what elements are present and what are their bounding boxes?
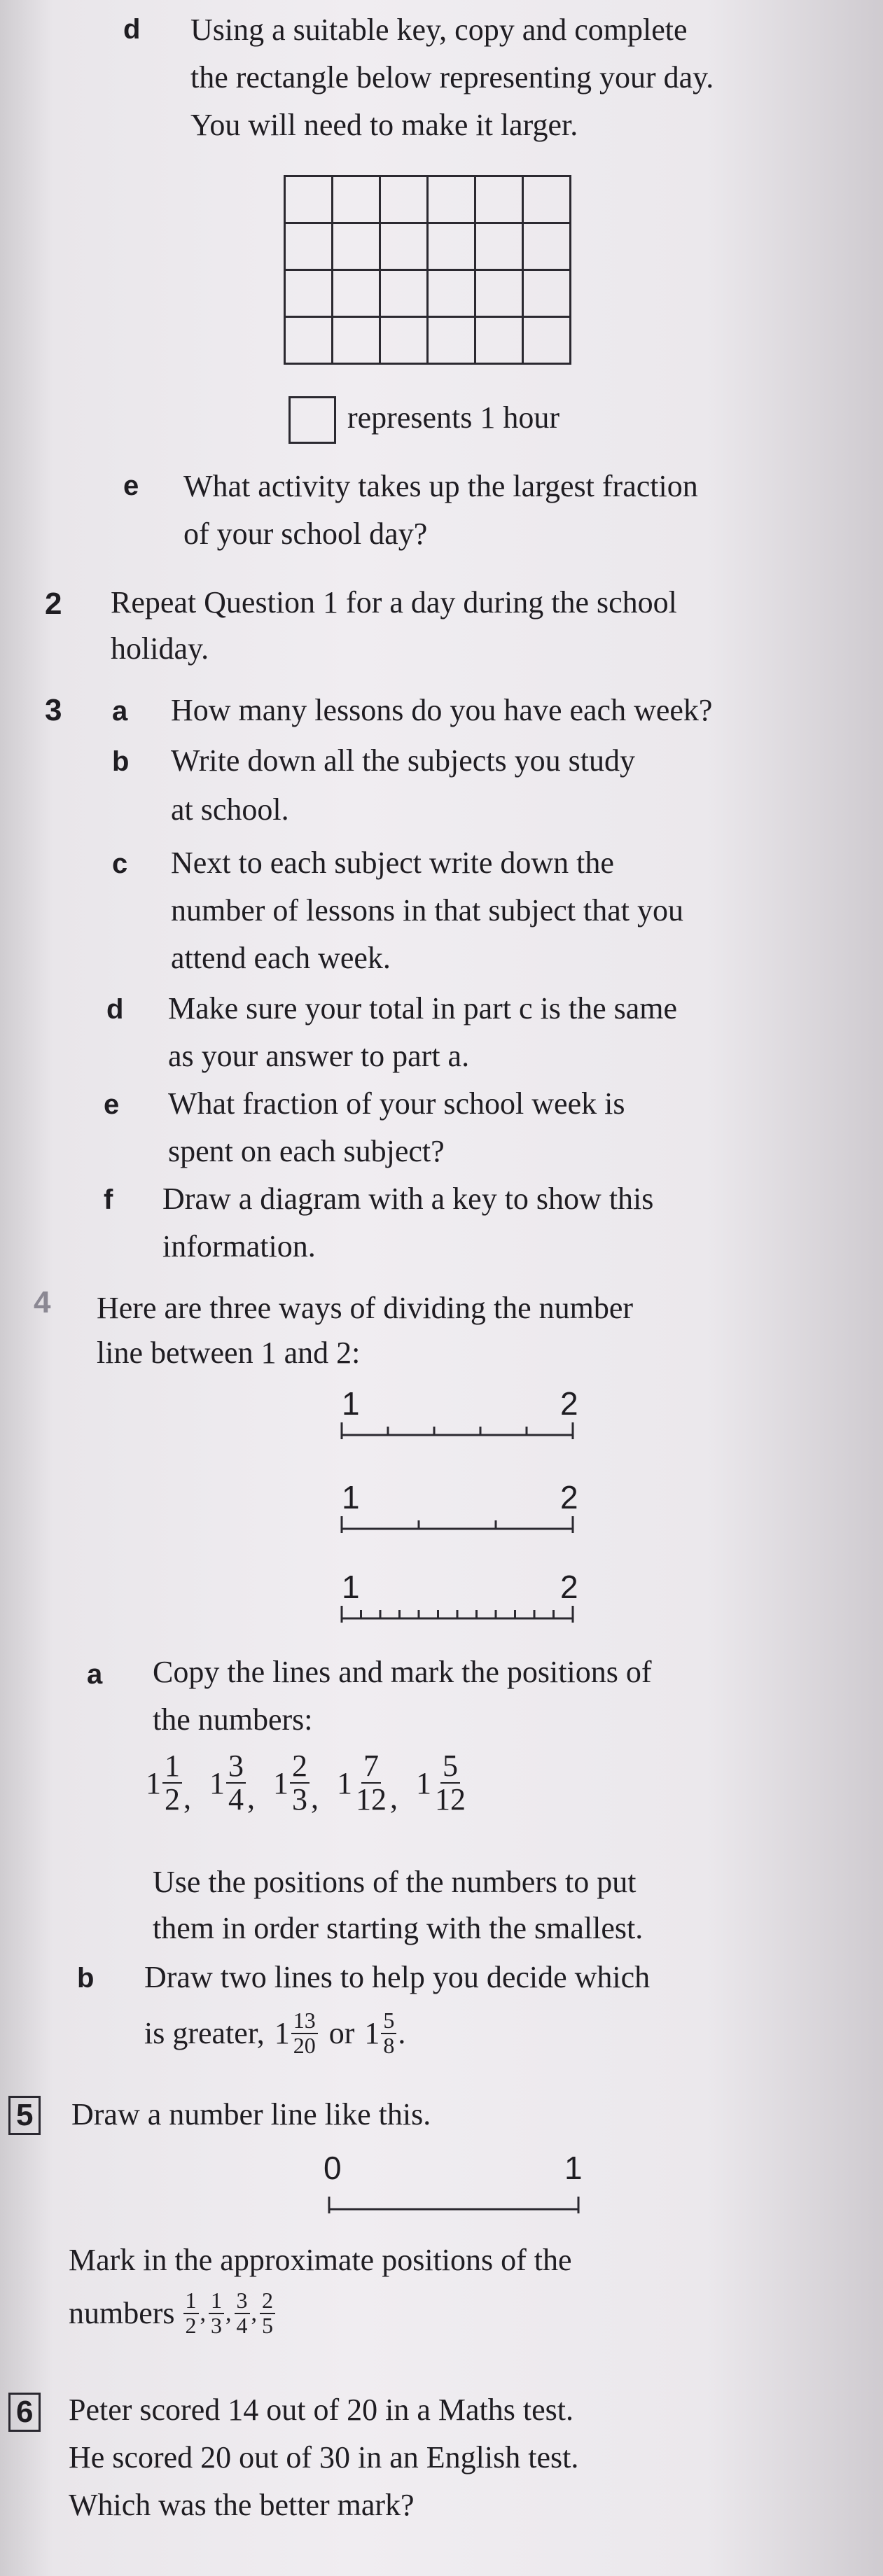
list-comma: , (200, 2300, 207, 2326)
day-rectangle-grid (284, 175, 571, 365)
q4a-line4: them in order starting with the smallest. (153, 1911, 644, 1945)
q3f-line1: Draw a diagram with a key to show this (162, 1182, 654, 1216)
q4b-n2-num: 5 (381, 2009, 396, 2034)
q6-line3: Which was the better mark? (69, 2488, 415, 2522)
mixed-number-whole: 1 (416, 1765, 431, 1800)
grid-cell (285, 270, 333, 317)
list-comma: , (311, 1781, 319, 1816)
q4b-period: . (398, 2016, 406, 2051)
q4-number: 4 (34, 1285, 51, 1320)
q3b-line1: Write down all the subjects you study (171, 743, 636, 778)
grid-cell (523, 223, 571, 270)
mixed-number-fraction (162, 1750, 182, 1816)
q1d-line1: Using a suitable key, copy and complete (190, 13, 688, 47)
q4b-n1-num: 13 (291, 2009, 318, 2034)
list-comma: , (225, 2300, 232, 2326)
mixed-number-whole: 1 (209, 1765, 225, 1800)
fraction-denominator: 4 (228, 1782, 244, 1817)
mixed-number-fraction (354, 1750, 389, 1816)
nl2-end-label: 2 (560, 1479, 578, 1516)
q3e-line2: spent on each subject? (168, 1134, 445, 1168)
grid-cell (475, 270, 523, 317)
q4b-n2-whole: 1 (364, 2016, 380, 2051)
grid-cell (380, 317, 428, 364)
grid-cell (428, 317, 475, 364)
q4b-n1-den: 20 (293, 2032, 316, 2058)
grid-cell (475, 223, 523, 270)
q4b-or: or (328, 2016, 355, 2051)
q6-number-box: 6 (8, 2393, 41, 2432)
q3a-label: a (112, 696, 128, 727)
q5-nl-start-label: 0 (324, 2150, 342, 2186)
q4a-label: a (87, 1659, 103, 1690)
q2-number: 2 (45, 587, 62, 621)
q4b-n2-fraction (381, 2009, 396, 2057)
q4a-line3: Use the positions of the numbers to put (153, 1865, 637, 1899)
grid-cell (523, 270, 571, 317)
grid-cell (333, 223, 380, 270)
q4b-n1-fraction (291, 2009, 318, 2057)
fraction-numerator: 2 (260, 2289, 275, 2314)
grid-row (285, 223, 571, 270)
q4a-mixed-numbers (146, 1750, 469, 1816)
grid-cell (285, 317, 333, 364)
fraction-numerator: 7 (361, 1750, 381, 1784)
mixed-number-fraction (226, 1750, 246, 1816)
number-line-zero-one (329, 2195, 581, 2216)
q5-fraction (235, 2289, 250, 2337)
nl2-start-label: 1 (342, 1479, 360, 1516)
q5-fraction (209, 2289, 224, 2337)
mixed-number-whole: 1 (273, 1765, 288, 1800)
grid-cell (333, 317, 380, 364)
q5-number (8, 2096, 41, 2135)
fraction-denominator: 4 (236, 2312, 248, 2338)
q5-line1: Draw a number line like this. (71, 2097, 431, 2132)
key-square (288, 396, 336, 444)
fraction-numerator: 1 (209, 2289, 224, 2314)
grid-cell (333, 176, 380, 223)
q3c-line3: attend each week. (171, 941, 391, 975)
q3d-line1: Make sure your total in part c is the same (168, 991, 678, 1026)
q6-line2: He scored 20 out of 30 in an English test. (69, 2440, 579, 2474)
grid-cell (428, 176, 475, 223)
fraction-numerator: 3 (235, 2289, 250, 2314)
q6-number (8, 2393, 41, 2432)
nl1-start-label: 1 (342, 1385, 360, 1422)
grid-cell (285, 176, 333, 223)
grid-cell (333, 270, 380, 317)
q4b-compare (144, 2009, 405, 2057)
grid-cell (380, 223, 428, 270)
q5-number-box: 5 (8, 2096, 41, 2135)
fraction-numerator: 2 (290, 1750, 310, 1784)
nl1-end-label: 2 (560, 1385, 578, 1422)
grid-cell (380, 270, 428, 317)
grid-cell (380, 176, 428, 223)
nl3-end-label: 2 (560, 1569, 578, 1605)
fraction-numerator: 5 (440, 1750, 460, 1784)
q3d-line2: as your answer to part a. (168, 1039, 470, 1073)
q4a-line1: Copy the lines and mark the positions of (153, 1655, 652, 1689)
q3c-label: c (112, 848, 128, 879)
mixed-number-fraction (290, 1750, 310, 1816)
q6-line1: Peter scored 14 out of 20 in a Maths test. (69, 2393, 573, 2427)
q5-numbers-label: numbers (69, 2296, 175, 2331)
q4-line1: Here are three ways of dividing the number (97, 1291, 634, 1325)
q5-nl-end-label: 1 (564, 2150, 583, 2186)
fraction-denominator: 2 (165, 1782, 180, 1817)
grid-cell (428, 223, 475, 270)
grid-cell (428, 270, 475, 317)
q1d-line3: You will need to make it larger. (190, 108, 578, 142)
mixed-number-whole: 1 (146, 1765, 161, 1800)
fraction-numerator: 3 (226, 1750, 246, 1784)
list-comma: , (247, 1781, 255, 1816)
grid-row (285, 270, 571, 317)
fraction-numerator: 1 (162, 1750, 182, 1784)
q5-fraction (183, 2289, 199, 2337)
q3e-line1: What fraction of your school week is (168, 1086, 625, 1121)
grid-cell (285, 223, 333, 270)
q1d-label: d (123, 14, 141, 45)
q5-line2: Mark in the approximate positions of the (69, 2243, 572, 2277)
q4b-label: b (77, 1963, 95, 1994)
fraction-denominator: 5 (262, 2312, 274, 2338)
q5-fraction (260, 2289, 275, 2337)
nl3-start-label: 1 (342, 1569, 360, 1605)
q3a-line1: How many lessons do you have each week? (171, 693, 713, 727)
q3c-line1: Next to each subject write down the (171, 846, 614, 880)
list-comma: , (251, 2300, 258, 2326)
grid-cell (475, 176, 523, 223)
q3f-line2: information. (162, 1229, 316, 1264)
key-text: represents 1 hour (347, 400, 560, 435)
q3e-label: e (104, 1089, 120, 1120)
number-line-twelfths (342, 1604, 580, 1625)
q4b-n2-den: 8 (383, 2032, 395, 2058)
mixed-number-fraction (433, 1750, 468, 1816)
fraction-denominator: 2 (185, 2312, 197, 2338)
fraction-denominator: 12 (435, 1782, 466, 1817)
mixed-number-whole: 1 (337, 1765, 352, 1800)
q1e-line1: What activity takes up the largest fraction (183, 469, 698, 503)
grid-cell (475, 317, 523, 364)
fraction-denominator: 3 (292, 1782, 307, 1817)
list-comma: , (390, 1781, 398, 1816)
grid-row (285, 317, 571, 364)
q3b-label: b (112, 746, 130, 777)
q2-line2: holiday. (111, 631, 209, 666)
q3b-line2: at school. (171, 792, 289, 827)
fraction-denominator: 12 (356, 1782, 387, 1817)
q4b-prefix: is greater, (144, 2016, 265, 2051)
grid-cell (523, 176, 571, 223)
fraction-denominator: 3 (211, 2312, 223, 2338)
q4-line2: line between 1 and 2: (97, 1336, 361, 1370)
q4a-line2: the numbers: (153, 1702, 313, 1737)
q4b-n1-whole: 1 (274, 2016, 290, 2051)
q1d-line2: the rectangle below representing your day. (190, 60, 714, 94)
q3d-label: d (106, 994, 124, 1025)
grid-cell (523, 317, 571, 364)
q1e-line2: of your school day? (183, 517, 428, 551)
number-line-fifths (342, 1421, 580, 1442)
q1e-label: e (123, 470, 139, 501)
q2-line1: Repeat Question 1 for a day during the school (111, 585, 677, 620)
list-comma: , (183, 1781, 191, 1816)
q3-number: 3 (45, 693, 62, 727)
q5-fraction-list (69, 2289, 277, 2337)
grid-row (285, 176, 571, 223)
q3c-line2: number of lessons in that subject that you (171, 893, 683, 927)
fraction-numerator: 1 (183, 2289, 199, 2314)
q3f-label: f (104, 1184, 113, 1215)
number-line-thirds (342, 1515, 580, 1536)
q4b-line1: Draw two lines to help you decide which (144, 1960, 651, 1994)
